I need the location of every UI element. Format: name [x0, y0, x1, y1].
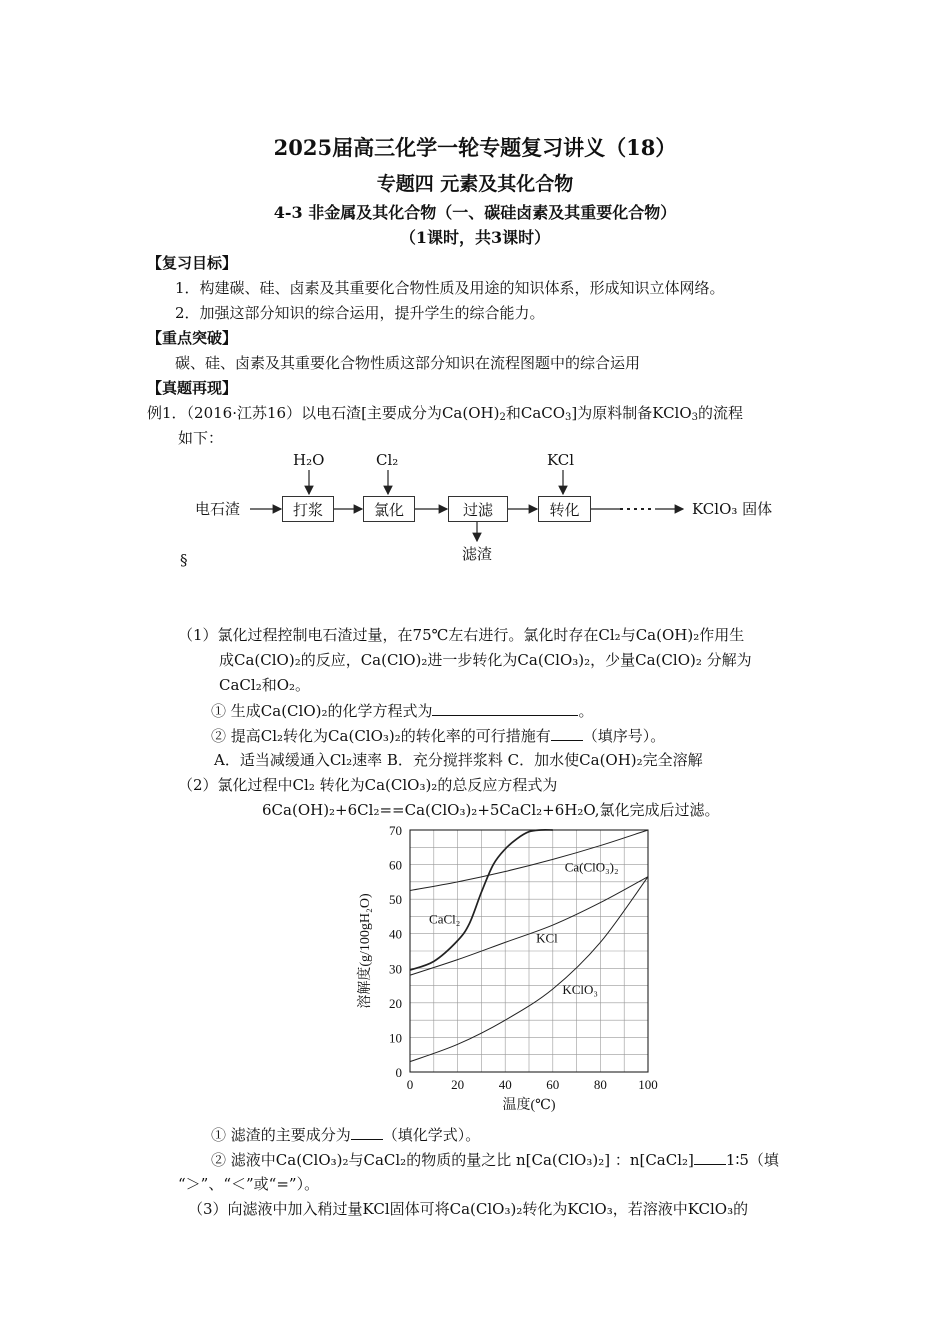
y-tick-label: 60	[389, 857, 402, 873]
y-tick-label: 50	[389, 892, 402, 908]
q1-part-a: ① 生成Ca(ClO)₂的化学方程式为 。	[211, 702, 594, 720]
goals-header: 【复习目标】	[147, 254, 238, 272]
x-tick-label: 20	[451, 1077, 465, 1092]
y-tick-label: 20	[389, 995, 402, 1011]
flow-step-slurry: 打浆	[282, 496, 334, 522]
label-kclo3: KClO₃	[562, 982, 598, 998]
q2-equation: 6Ca(OH)₂+6Cl₂==Ca(ClO₃)₂+5CaCl₂+6H₂O,氯化完成后过滤。	[262, 801, 720, 819]
q1-part-b: ② 提高Cl₂转化为Ca(ClO₃)₂的转化率的可行措施有 （填序号）。	[211, 727, 666, 745]
q2-part-b: ② 滤液中Ca(ClO₃)₂与CaCl₂的物质的量之比 n[Ca(ClO₃)₂] ：n[CaCl₂] 1∶5（填	[211, 1151, 779, 1169]
flow-step-chlorination: 氯化	[363, 496, 415, 522]
q1-line-3: CaCl₂和O₂。	[219, 676, 311, 694]
x-axis-title: 温度(℃)	[502, 1098, 556, 1113]
answer-blank-2[interactable]	[551, 725, 583, 741]
x-tick-label: 40	[498, 1077, 512, 1092]
flow-start: 电石渣	[195, 500, 241, 518]
y-axis-title: 溶解度(g/100gH₂O)	[358, 893, 373, 1009]
y-tick-label: 30	[389, 961, 402, 977]
review-header: 【真题再现】	[147, 379, 238, 397]
y-tick-label: 10	[389, 1030, 402, 1046]
q1-options: A．适当减缓通入Cl₂速率 B．充分搅拌浆料 C．加水使Ca(OH)₂完全溶解	[214, 751, 703, 769]
flow-step-filtration: 过滤	[448, 496, 508, 522]
x-tick-label: 100	[638, 1077, 658, 1092]
focus-text: 碳、硅、卤素及其重要化合物性质这部分知识在流程图题中的综合运用	[175, 354, 641, 372]
focus-header: 【重点突破】	[147, 329, 238, 347]
answer-blank-3[interactable]	[351, 1124, 383, 1140]
q2-part-b-cont: “＞”、“＜”或“=”）。	[178, 1175, 320, 1193]
section-title: 4-3 非金属及其化合物（一、碳硅卤素及其重要化合物）	[273, 203, 677, 222]
y-tick-label: 70	[389, 823, 402, 838]
label-kcl: KCl	[536, 930, 558, 946]
q2-part-a: ① 滤渣的主要成分为 （填化学式）。	[211, 1126, 481, 1144]
label-cacl2: CaCl₂	[429, 911, 461, 927]
page-title: 2025届高三化学一轮专题复习讲义（18）	[273, 135, 677, 160]
solubility-chart	[355, 818, 675, 1113]
flow-residue: 滤渣	[462, 545, 493, 563]
x-tick-label: 60	[546, 1077, 560, 1092]
q1-line-2: 成Ca(ClO)₂的反应，Ca(ClO)₂进一步转化为Ca(ClO₃)₂，少量Ca(ClO)₂ 分解为	[219, 651, 752, 669]
q2-line-1: （2）氯化过程中Cl₂ 转化为Ca(ClO₃)₂的总反应方程式为	[178, 776, 558, 794]
flow-input-water: H₂O	[293, 451, 325, 469]
q3-line-1: （3）向滤液中加入稍过量KCl固体可将Ca(ClO₃)₂转化为KClO₃，若溶液中KClO₃的	[188, 1200, 749, 1218]
flow-input-kcl: KCl	[547, 451, 575, 469]
goal-item-2: 2．加强这部分知识的综合运用，提升学生的综合能力。	[175, 304, 545, 322]
example-1-line-2: 如下：	[178, 429, 224, 447]
x-tick-label: 0	[406, 1077, 414, 1092]
lesson-count: （1课时，共3课时）	[399, 228, 551, 247]
section-mark: §	[180, 551, 188, 569]
flow-step-conversion: 转化	[538, 496, 591, 522]
flow-input-chlorine: Cl₂	[376, 451, 399, 469]
topic-title: 专题四 元素及其化合物	[376, 173, 574, 195]
goal-item-1: 1．构建碳、硅、卤素及其重要化合物性质及用途的知识体系，形成知识立体网络。	[175, 279, 725, 297]
example-1-line-1: 例1．（2016·江苏16）以电石渣[主要成分为$Ca(OH)_2$和CaCO$_3$]为原料制备KClO$_3$的流程	[147, 404, 744, 423]
answer-blank-4[interactable]	[694, 1149, 726, 1165]
flow-product: KClO₃ 固体	[692, 500, 773, 518]
label-caclo3-2: Ca(ClO₃)₂	[564, 859, 619, 875]
y-tick-label: 40	[389, 926, 402, 942]
q1-line-1: （1）氯化过程控制电石渣过量，在75℃左右进行。氯化时存在Cl₂与Ca(OH)₂作用生	[178, 626, 745, 644]
x-tick-label: 80	[593, 1077, 607, 1092]
y-tick-label: 0	[395, 1065, 402, 1080]
answer-blank-1[interactable]	[432, 700, 578, 716]
